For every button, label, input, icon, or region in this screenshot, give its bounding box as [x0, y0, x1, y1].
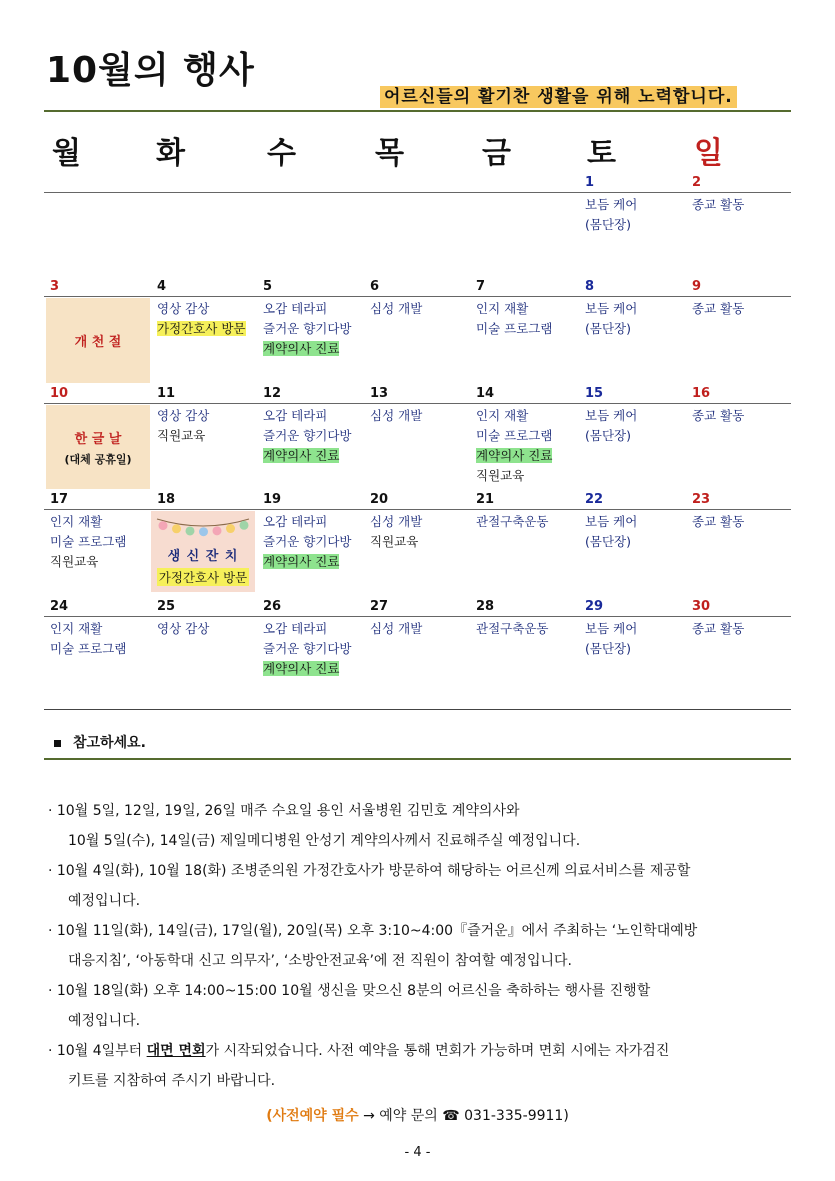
page-title: 10월의 행사	[46, 50, 255, 91]
day-events-29	[585, 619, 637, 659]
day-number-20: 20	[370, 492, 389, 507]
day-number-2: 2	[692, 175, 702, 190]
note-5-pre: · 10월 4일부터	[48, 1043, 147, 1059]
day-events-5	[263, 299, 352, 359]
event-item: 계약의사 진료	[263, 554, 340, 569]
event-item: 심성 개발	[370, 514, 423, 529]
contact-arrow-text: → 예약 문의	[358, 1108, 443, 1124]
event-row	[263, 339, 352, 359]
event-row	[50, 639, 126, 659]
event-item: 관절구축운동	[476, 621, 549, 636]
day-events-6	[370, 299, 422, 319]
note-3-line-2: 대응지침’, ‘아동학대 신고 의무자’, ‘소방안전교육’에 전 직원이 참여할 예정입니다.	[68, 953, 572, 969]
event-item: (몸단장)	[585, 217, 631, 232]
weekday-6: 일	[694, 136, 723, 171]
day-events-4	[157, 299, 246, 339]
day-events-13	[370, 406, 422, 426]
title-divider	[44, 110, 791, 112]
note-5-post: 가 시작되었습니다. 사전 예약을 통해 면회가 가능하며 면회 시에는 자가검진	[205, 1043, 670, 1059]
day-number-27: 27	[370, 599, 389, 614]
holiday-name: 한 글 날	[74, 431, 122, 447]
event-row	[585, 319, 637, 339]
event-row	[157, 299, 246, 319]
event-row	[585, 639, 637, 659]
day-events-9	[692, 299, 744, 319]
day-events-25	[157, 619, 209, 639]
day-events-30	[692, 619, 744, 639]
day-number-11: 11	[157, 386, 176, 401]
event-item: 계약의사 진료	[263, 448, 340, 463]
day-number-24: 24	[50, 599, 69, 614]
event-row	[692, 619, 744, 639]
note-5-line-2: 키트를 지참하여 주시기 바랍니다.	[68, 1073, 276, 1089]
event-item: 심성 개발	[370, 301, 423, 316]
event-row	[263, 659, 352, 679]
event-row	[585, 406, 637, 426]
event-item: 즐거운 향기다방	[263, 321, 352, 336]
day-number-16: 16	[692, 386, 711, 401]
day-events-28	[476, 619, 548, 639]
event-item: 종교 활동	[692, 301, 745, 316]
day-number-22: 22	[585, 492, 604, 507]
event-row	[585, 532, 637, 552]
event-item: 보듬 케어	[585, 514, 638, 529]
reservation-required-label: 사전예약 필수	[272, 1108, 359, 1124]
calendar-bottom-divider	[44, 709, 791, 710]
event-item: 영상 감상	[157, 301, 210, 316]
day-number-6: 6	[370, 279, 380, 294]
event-item: 종교 활동	[692, 514, 745, 529]
event-item: 미술 프로그램	[50, 641, 127, 656]
event-row	[50, 512, 126, 532]
notes-heading-text: 참고하세요.	[73, 735, 146, 751]
event-item: 즐거운 향기다방	[263, 641, 352, 656]
day-number-17: 17	[50, 492, 69, 507]
event-row	[476, 512, 548, 532]
note-2-line-1: · 10월 4일(화), 10월 18(화) 조병준의원 가정간호사가 방문하여 해당하는 어르신께 의료서비스를 제공할	[48, 863, 691, 879]
event-item: 즐거운 향기다방	[263, 534, 352, 549]
contact-line	[0, 1105, 835, 1125]
event-item: 종교 활동	[692, 621, 745, 636]
event-item: 심성 개발	[370, 621, 423, 636]
day-number-10: 10	[50, 386, 69, 401]
day-events-26	[263, 619, 352, 679]
day-events-20	[370, 512, 422, 552]
day-number-1: 1	[585, 175, 595, 190]
event-row	[476, 406, 552, 426]
event-row	[263, 512, 352, 532]
event-row	[157, 319, 246, 339]
contact-phone: ☎ 031-335-9911)	[442, 1108, 569, 1124]
day-number-4: 4	[157, 279, 167, 294]
day-events-22	[585, 512, 637, 552]
event-item: 즐거운 향기다방	[263, 428, 352, 443]
day-events-15	[585, 406, 637, 446]
day-number-14: 14	[476, 386, 495, 401]
event-item: (몸단장)	[585, 321, 631, 336]
nurse-visit-tag: 가정간호사 방문	[158, 570, 248, 585]
event-item: (몸단장)	[585, 641, 631, 656]
day-number-13: 13	[370, 386, 389, 401]
weekday-0: 월	[52, 136, 81, 171]
holiday-cell	[46, 405, 150, 489]
day-events-11	[157, 406, 209, 446]
event-row	[370, 532, 422, 552]
event-row	[370, 512, 422, 532]
page-subtitle: 어르신들의 활기찬 생활을 위해 노력합니다.	[380, 86, 737, 108]
event-row	[370, 619, 422, 639]
notes-list	[48, 796, 788, 1096]
day-events-27	[370, 619, 422, 639]
event-row	[476, 466, 552, 486]
note-4-line-1: · 10월 18일(화) 오후 14:00~15:00 10월 생신을 맞으신 8분의 어르신을 축하하는 행사를 진행할	[48, 983, 651, 999]
day-number-9: 9	[692, 279, 702, 294]
event-row	[263, 619, 352, 639]
event-row	[263, 639, 352, 659]
event-row	[157, 426, 209, 446]
event-item: 인지 재활	[50, 514, 103, 529]
page-number: - 4 -	[404, 1145, 431, 1160]
day-number-7: 7	[476, 279, 486, 294]
event-item: 오감 테라피	[263, 514, 328, 529]
event-row	[263, 552, 352, 572]
note-1-line-2: 10월 5일(수), 14일(금) 제일메디병원 안성기 계약의사께서 진료해주실 예정입니다.	[68, 833, 581, 849]
day-number-21: 21	[476, 492, 495, 507]
event-item: 종교 활동	[692, 197, 745, 212]
notes-heading	[54, 732, 146, 752]
day-events-19	[263, 512, 352, 572]
week-divider	[44, 296, 791, 297]
event-item: 보듬 케어	[585, 621, 638, 636]
event-row	[370, 406, 422, 426]
week-divider	[44, 403, 791, 404]
day-events-14	[476, 406, 552, 486]
day-number-28: 28	[476, 599, 495, 614]
event-row	[585, 619, 637, 639]
event-item: 보듬 케어	[585, 301, 638, 316]
day-events-21	[476, 512, 548, 532]
bunting-icon	[153, 513, 253, 539]
event-row	[263, 426, 352, 446]
event-row	[263, 532, 352, 552]
event-item: 직원교육	[370, 534, 419, 549]
event-item: 직원교육	[157, 428, 206, 443]
holiday-sub: (대체 공휴일)	[64, 452, 132, 466]
day-number-23: 23	[692, 492, 711, 507]
day-events-12	[263, 406, 352, 466]
event-item: 관절구축운동	[476, 514, 549, 529]
event-item: 미술 프로그램	[476, 428, 553, 443]
day-number-12: 12	[263, 386, 282, 401]
day-number-15: 15	[585, 386, 604, 401]
birthday-party-label: 생 신 잔 치	[167, 549, 239, 564]
event-row	[476, 446, 552, 466]
event-item: 계약의사 진료	[476, 448, 553, 463]
week-divider	[44, 192, 791, 193]
event-row	[476, 319, 552, 339]
bullet-square-icon	[54, 740, 61, 747]
event-row	[263, 446, 352, 466]
event-row	[476, 299, 552, 319]
week-divider	[44, 509, 791, 510]
event-row	[50, 532, 126, 552]
event-row	[370, 299, 422, 319]
note-1-line-1: · 10월 5일, 12일, 19일, 26일 매주 수요일 용인 서울병원 김민호 계약의사와	[48, 803, 520, 819]
event-item: 미술 프로그램	[50, 534, 127, 549]
event-row	[157, 406, 209, 426]
day-number-8: 8	[585, 279, 595, 294]
day-number-30: 30	[692, 599, 711, 614]
day-events-16	[692, 406, 744, 426]
event-item: 심성 개발	[370, 408, 423, 423]
event-row	[585, 512, 637, 532]
notes-divider	[44, 758, 791, 760]
note-2-line-2: 예정입니다.	[68, 893, 141, 909]
weekday-2: 수	[267, 136, 296, 171]
event-item: 보듬 케어	[585, 408, 638, 423]
day-events-2	[692, 195, 744, 215]
day-number-5: 5	[263, 279, 273, 294]
day-number-18: 18	[157, 492, 176, 507]
event-row	[263, 319, 352, 339]
event-item: 영상 감상	[157, 621, 210, 636]
event-row	[476, 426, 552, 446]
weekday-4: 금	[482, 136, 511, 171]
event-item: 인지 재활	[50, 621, 103, 636]
event-row	[263, 299, 352, 319]
day-number-19: 19	[263, 492, 282, 507]
day-events-7	[476, 299, 552, 339]
day-number-29: 29	[585, 599, 604, 614]
event-item: 계약의사 진료	[263, 661, 340, 676]
note-5-line-1	[48, 1036, 788, 1066]
event-row	[692, 195, 744, 215]
day-number-25: 25	[157, 599, 176, 614]
day-events-23	[692, 512, 744, 532]
event-row	[585, 299, 637, 319]
note-3-line-1: · 10월 11일(화), 14일(금), 17일(월), 20일(목) 오후 3:10~4:00『즐거운』에서 주최하는 ‘노인학대예방	[48, 923, 698, 939]
note-5-emphasis: 대면 면회	[146, 1043, 206, 1059]
day-events-17	[50, 512, 126, 572]
holiday-cell	[46, 298, 150, 383]
event-item: 보듬 케어	[585, 197, 638, 212]
day-number-3: 3	[50, 279, 60, 294]
event-row	[692, 299, 744, 319]
event-row	[263, 406, 352, 426]
event-item: 가정간호사 방문	[157, 321, 246, 336]
day-events-1	[585, 195, 637, 235]
event-row	[585, 215, 637, 235]
contact-open-paren: (	[266, 1108, 273, 1124]
event-item: 영상 감상	[157, 408, 210, 423]
event-item: 계약의사 진료	[263, 341, 340, 356]
event-row	[585, 195, 637, 215]
event-row	[692, 406, 744, 426]
day-events-24	[50, 619, 126, 659]
event-item: 미술 프로그램	[476, 321, 553, 336]
event-item: 직원교육	[50, 554, 99, 569]
birthday-party-cell	[151, 511, 255, 592]
event-item: 종교 활동	[692, 408, 745, 423]
event-row	[692, 512, 744, 532]
weekday-1: 화	[156, 136, 185, 171]
day-number-26: 26	[263, 599, 282, 614]
event-row	[157, 619, 209, 639]
event-item: 직원교육	[476, 468, 525, 483]
event-item: (몸단장)	[585, 428, 631, 443]
weekday-5: 토	[587, 136, 616, 171]
day-events-8	[585, 299, 637, 339]
event-item: 오감 테라피	[263, 408, 328, 423]
event-item: 인지 재활	[476, 301, 529, 316]
event-item: 인지 재활	[476, 408, 529, 423]
event-row	[50, 552, 126, 572]
event-item: (몸단장)	[585, 534, 631, 549]
week-divider	[44, 616, 791, 617]
holiday-name: 개 천 절	[74, 335, 122, 350]
note-4-line-2: 예정입니다.	[68, 1013, 141, 1029]
weekday-3: 목	[375, 136, 404, 171]
event-row	[50, 619, 126, 639]
event-item: 오감 테라피	[263, 301, 328, 316]
weekday-header	[46, 128, 791, 172]
event-row	[476, 619, 548, 639]
event-row	[585, 426, 637, 446]
event-item: 오감 테라피	[263, 621, 328, 636]
